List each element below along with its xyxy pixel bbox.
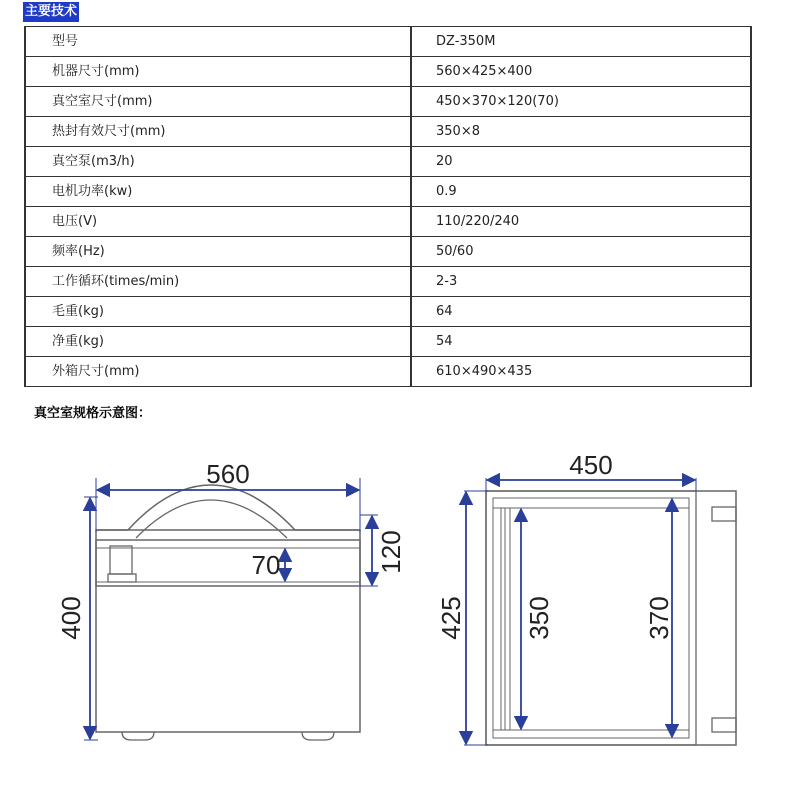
top-width-label: 450 bbox=[569, 450, 613, 480]
machine-body bbox=[96, 530, 360, 732]
spec-label: 电机功率(kw) bbox=[25, 177, 411, 207]
seal-bar bbox=[493, 508, 501, 730]
table-row bbox=[25, 57, 751, 87]
table-row bbox=[25, 267, 751, 297]
table-row bbox=[25, 357, 751, 387]
diagram-title: 真空室规格示意图： bbox=[34, 406, 152, 421]
spec-label: 外箱尺寸(mm) bbox=[25, 357, 411, 387]
spec-label: 真空泵(m3/h) bbox=[25, 147, 411, 177]
table-row bbox=[25, 177, 751, 207]
spec-label: 电压(V) bbox=[25, 207, 411, 237]
spec-label: 真空室尺寸(mm) bbox=[25, 87, 411, 117]
table-row bbox=[25, 117, 751, 147]
spec-value: 110/220/240 bbox=[411, 207, 751, 237]
chamber-diagram bbox=[0, 440, 800, 790]
spec-value: 450×370×120(70) bbox=[411, 87, 751, 117]
width-label: 560 bbox=[206, 459, 250, 489]
spec-label: 机器尺寸(mm) bbox=[25, 57, 411, 87]
seal-length-label: 350 bbox=[524, 596, 554, 640]
valve-bracket bbox=[110, 546, 132, 574]
table-row bbox=[25, 327, 751, 357]
table-row bbox=[25, 297, 751, 327]
table-row bbox=[25, 27, 751, 57]
spec-value: 350×8 bbox=[411, 117, 751, 147]
spec-value: 0.9 bbox=[411, 177, 751, 207]
chamber-depth-label: 70 bbox=[251, 550, 281, 580]
hinge-top bbox=[712, 507, 736, 521]
hinge-bottom bbox=[712, 718, 736, 732]
foot-left bbox=[122, 732, 154, 740]
spec-label: 热封有效尺寸(mm) bbox=[25, 117, 411, 147]
spec-label: 毛重(kg) bbox=[25, 297, 411, 327]
front-view bbox=[56, 459, 406, 740]
table-row bbox=[25, 87, 751, 117]
table-row bbox=[25, 237, 751, 267]
foot-right bbox=[302, 732, 334, 740]
lid-handle bbox=[136, 500, 287, 538]
spec-label: 净重(kg) bbox=[25, 327, 411, 357]
spec-value: 50/60 bbox=[411, 237, 751, 267]
table-row bbox=[25, 147, 751, 177]
spec-value: 54 bbox=[411, 327, 751, 357]
lid-height-label: 120 bbox=[376, 530, 406, 574]
height-label: 400 bbox=[56, 596, 86, 640]
table-row bbox=[25, 207, 751, 237]
lid-outline bbox=[96, 485, 360, 530]
spec-table bbox=[24, 26, 752, 387]
spec-value: 20 bbox=[411, 147, 751, 177]
spec-value: DZ-350M bbox=[411, 27, 751, 57]
spec-value: 64 bbox=[411, 297, 751, 327]
spec-value: 610×490×435 bbox=[411, 357, 751, 387]
spec-value: 2-3 bbox=[411, 267, 751, 297]
section-title: 主要技术 bbox=[23, 2, 79, 22]
top-view bbox=[436, 450, 736, 745]
spec-label: 工作循环(times/min) bbox=[25, 267, 411, 297]
spec-label: 型号 bbox=[25, 27, 411, 57]
top-depth-label: 425 bbox=[436, 596, 466, 640]
spec-value: 560×425×400 bbox=[411, 57, 751, 87]
chamber-length-label: 370 bbox=[644, 596, 674, 640]
spec-label: 频率(Hz) bbox=[25, 237, 411, 267]
